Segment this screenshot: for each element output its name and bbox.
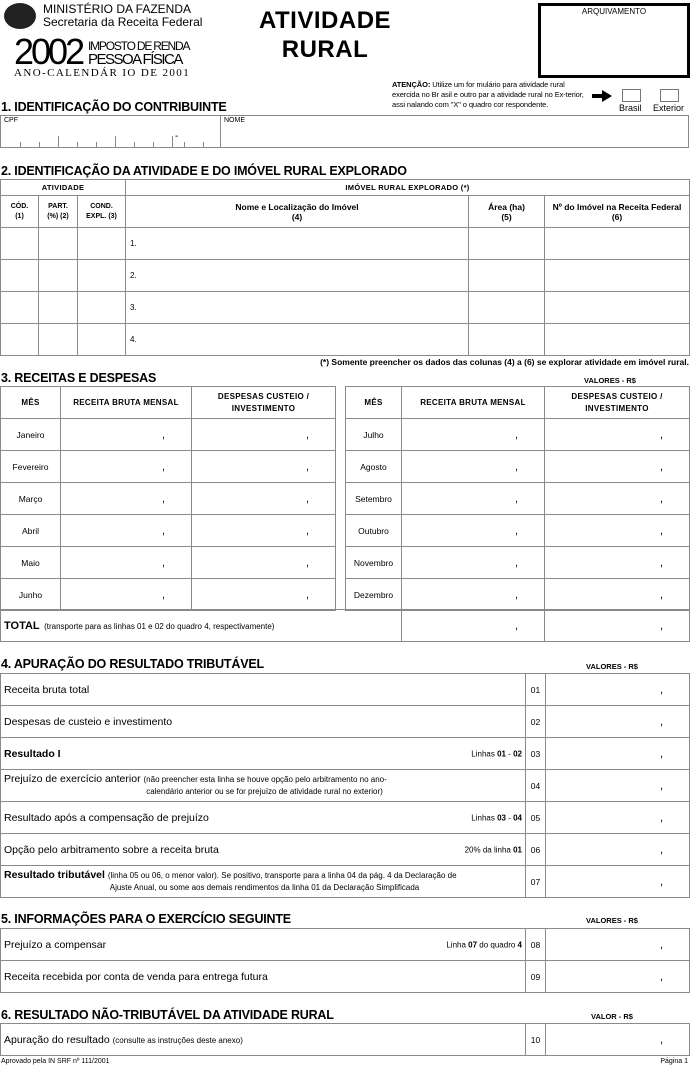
- line-note-continued: Ajuste Anual, ou some aos demais rendimentos da linha 01 da Declaração Simplificada: [109, 883, 420, 892]
- receita-input[interactable]: ,: [402, 483, 545, 515]
- receita-input[interactable]: ,: [61, 419, 192, 451]
- despesas-input[interactable]: ,: [545, 451, 690, 483]
- month-row: [346, 419, 690, 451]
- cod-input[interactable]: [1, 292, 39, 324]
- section3-title: 3. RECEITAS E DESPESAS: [1, 371, 157, 385]
- archive-label: ARQUIVAMENTO: [581, 7, 647, 16]
- line-label: Resultado após a compensação de prejuízo: [4, 811, 209, 824]
- line-label: Resultado I: [4, 747, 61, 760]
- cond-input[interactable]: [78, 260, 126, 292]
- receita-input[interactable]: ,: [402, 515, 545, 547]
- property-row: [1, 260, 690, 292]
- line-number: 01: [526, 674, 546, 706]
- month-label: Abril: [1, 515, 61, 547]
- line-row: [1, 738, 690, 770]
- month-label: Fevereiro: [1, 451, 61, 483]
- col-mes: MÊS: [1, 387, 61, 419]
- col-receita-bruta: RECEITA BRUTA MENSAL: [61, 387, 192, 419]
- line-number: 08: [526, 929, 546, 961]
- section1-title: 1. IDENTIFICAÇÃO DO CONTRIBUINTE: [1, 100, 227, 114]
- month-row: [346, 483, 690, 515]
- line-description: [1, 674, 526, 706]
- total-label-cell: [1, 610, 402, 642]
- despesas-input[interactable]: ,: [192, 515, 336, 547]
- line-number: 09: [526, 961, 546, 993]
- line-value-input[interactable]: ,: [546, 770, 690, 802]
- cond-input[interactable]: [78, 228, 126, 260]
- property-table: [0, 179, 690, 356]
- line-reference: 20% da linha 01: [464, 845, 522, 854]
- section4-valores-label: VALORES - R$: [586, 662, 638, 671]
- line-value-input[interactable]: ,: [546, 802, 690, 834]
- col-cod: CÓD. (1): [1, 196, 39, 228]
- group-atividade: ATIVIDADE: [1, 180, 126, 196]
- month-label: Junho: [1, 579, 61, 611]
- receita-input[interactable]: ,: [402, 419, 545, 451]
- numero-imovel-input[interactable]: [545, 324, 690, 356]
- brasil-checkbox[interactable]: [622, 89, 641, 102]
- line-row: [1, 1024, 690, 1056]
- month-label: Outubro: [346, 515, 402, 547]
- section6-valor-label: VALOR - R$: [591, 1012, 633, 1021]
- line-note: (linha 05 ou 06, o menor valor). Se positivo, transporte para a linha 04 da pág. 4 da Declaração de: [107, 871, 457, 880]
- area-input[interactable]: [469, 260, 545, 292]
- line-value-input[interactable]: ,: [546, 706, 690, 738]
- line-row: [1, 961, 690, 993]
- month-row: [346, 547, 690, 579]
- line-row: [1, 674, 690, 706]
- brazil-coat-of-arms-icon: [4, 3, 36, 29]
- cod-input[interactable]: [1, 228, 39, 260]
- form-title: [230, 6, 420, 64]
- line-number: 05: [526, 802, 546, 834]
- line-description: [1, 802, 526, 834]
- receita-input[interactable]: ,: [61, 483, 192, 515]
- col-receita-bruta: RECEITA BRUTA MENSAL: [402, 387, 545, 419]
- receita-input[interactable]: ,: [61, 579, 192, 611]
- despesas-input[interactable]: ,: [545, 515, 690, 547]
- total-receita-input[interactable]: ,: [402, 610, 545, 642]
- receita-input[interactable]: ,: [61, 515, 192, 547]
- non-taxable-result-table: [0, 1023, 690, 1056]
- cod-input[interactable]: [1, 324, 39, 356]
- month-row: [346, 451, 690, 483]
- month-label: Janeiro: [1, 419, 61, 451]
- line-label: Apuração do resultado: [4, 1033, 110, 1046]
- line-row: [1, 802, 690, 834]
- line-row: [1, 866, 690, 898]
- total-despesas-input[interactable]: ,: [545, 610, 690, 642]
- line-description: [1, 961, 526, 993]
- nome-label: NOME: [224, 117, 245, 124]
- despesas-input[interactable]: ,: [192, 483, 336, 515]
- area-input[interactable]: [469, 324, 545, 356]
- despesas-input[interactable]: ,: [192, 419, 336, 451]
- archive-box: [538, 3, 690, 78]
- line-description: [1, 706, 526, 738]
- line-note: (não preencher esta linha se houve opção pelo arbitramento no ano-: [143, 775, 387, 784]
- month-label: Março: [1, 483, 61, 515]
- receita-input[interactable]: ,: [402, 451, 545, 483]
- exterior-label: Exterior: [653, 103, 685, 113]
- tax-type-line2: PESSOA FÍSICA: [88, 51, 182, 68]
- part-input[interactable]: [39, 292, 78, 324]
- part-input[interactable]: [39, 260, 78, 292]
- line-value-input[interactable]: ,: [546, 738, 690, 770]
- line-label: Prejuízo de exercício anterior: [4, 773, 141, 785]
- month-label: Julho: [346, 419, 402, 451]
- part-input[interactable]: [39, 228, 78, 260]
- line-value-input[interactable]: ,: [546, 1024, 690, 1056]
- cpf-dash: -: [175, 131, 179, 142]
- month-label: Dezembro: [346, 579, 402, 611]
- month-label: Setembro: [346, 483, 402, 515]
- form-year: 2002: [14, 31, 83, 72]
- line-label: Receita bruta total: [4, 683, 90, 696]
- attention-note: [392, 80, 592, 110]
- line-description: [1, 834, 526, 866]
- col-despesas: DESPESAS CUSTEIO / INVESTIMENTO: [545, 387, 690, 419]
- total-note: (transporte para as linhas 01 e 02 do quadro 4, respectivamente): [44, 621, 275, 631]
- despesas-input[interactable]: ,: [545, 547, 690, 579]
- revenue-expense-table-first-half: [0, 386, 336, 611]
- exterior-checkbox[interactable]: [660, 89, 679, 102]
- nome-imovel-input[interactable]: 4.: [126, 324, 469, 356]
- calendar-year: ANO-CALENDÁR IO DE 2001: [14, 67, 191, 79]
- month-row: [1, 483, 336, 515]
- secretariat-name: Secretaria da Receita Federal: [43, 15, 203, 29]
- area-input[interactable]: [469, 228, 545, 260]
- section5-valores-label: VALORES - R$: [586, 916, 638, 925]
- line-label: Receita recebida por conta de venda para entrega futura: [4, 970, 268, 983]
- property-row: [1, 292, 690, 324]
- line-label: Prejuízo a compensar: [4, 938, 107, 951]
- line-value-input[interactable]: ,: [546, 674, 690, 706]
- nome-input[interactable]: [221, 116, 688, 148]
- line-note-continued: calendário anterior ou se for prejuízo de atividade rural no exterior): [146, 787, 383, 796]
- arrow-right-icon: [592, 90, 612, 102]
- next-year-info-table: [0, 928, 690, 993]
- taxable-result-table: [0, 673, 690, 898]
- section3-valores-label: VALORES - R$: [584, 376, 636, 385]
- line-value-input[interactable]: ,: [546, 929, 690, 961]
- line-value-input[interactable]: ,: [546, 866, 690, 898]
- total-label: TOTAL: [4, 619, 40, 632]
- col-area: Área (ha) (5): [469, 196, 545, 228]
- despesas-input[interactable]: ,: [545, 579, 690, 611]
- numero-imovel-input[interactable]: [545, 292, 690, 324]
- receita-input[interactable]: ,: [402, 579, 545, 611]
- nome-imovel-input[interactable]: 3.: [126, 292, 469, 324]
- revenue-expense-table-second-half: [345, 386, 690, 611]
- nome-imovel-input[interactable]: 1.: [126, 228, 469, 260]
- group-imovel: IMÓVEL RURAL EXPLORADO (*): [126, 180, 690, 196]
- attention-label: ATENÇÃO:: [392, 80, 431, 89]
- line-description: [1, 770, 526, 802]
- attention-text: Utilize um for mulário para atividade rural exercida no Br asil e outro par a atividade rural no Ex-terior, assi nalando com "X" o quadro cor respondente.: [392, 80, 584, 109]
- property-row: [1, 228, 690, 260]
- col-cond: COND. EXPL. (3): [78, 196, 126, 228]
- month-row: [1, 547, 336, 579]
- col-part: PART. (%) (2): [39, 196, 78, 228]
- month-row: [1, 419, 336, 451]
- month-row: [346, 579, 690, 611]
- col-nome-localizacao: Nome e Localização do Imóvel (4): [126, 196, 469, 228]
- line-reference: Linhas 03 - 04: [471, 813, 522, 822]
- brasil-label: Brasil: [619, 103, 642, 113]
- line-row: [1, 834, 690, 866]
- line-number: 02: [526, 706, 546, 738]
- section4-title: 4. APURAÇÃO DO RESULTADO TRIBUTÁVEL: [1, 657, 264, 671]
- numero-imovel-input[interactable]: [545, 260, 690, 292]
- taxpayer-identification: [0, 115, 689, 148]
- despesas-input[interactable]: ,: [192, 579, 336, 611]
- line-row: [1, 706, 690, 738]
- ministry-name: MINISTÉRIO DA FAZENDA: [43, 2, 192, 16]
- receita-input[interactable]: ,: [402, 547, 545, 579]
- form-title-line1: ATIVIDADE: [258, 7, 392, 34]
- area-input[interactable]: [469, 292, 545, 324]
- cond-input[interactable]: [78, 292, 126, 324]
- line-description: [1, 929, 526, 961]
- line-number: 06: [526, 834, 546, 866]
- col-despesas: DESPESAS CUSTEIO / INVESTIMENTO: [192, 387, 336, 419]
- numero-imovel-input[interactable]: [545, 228, 690, 260]
- despesas-input[interactable]: ,: [545, 483, 690, 515]
- nome-imovel-input[interactable]: 2.: [126, 260, 469, 292]
- line-number: 04: [526, 770, 546, 802]
- receita-input[interactable]: ,: [61, 547, 192, 579]
- section5-title: 5. INFORMAÇÕES PARA O EXERCÍCIO SEGUINTE: [1, 912, 291, 926]
- month-row: [1, 451, 336, 483]
- page-number: Página 1: [660, 1058, 688, 1065]
- line-number: 07: [526, 866, 546, 898]
- line-label: Resultado tributável: [4, 869, 105, 881]
- line-description: [1, 738, 526, 770]
- approval-note: Aprovado pela IN SRF nº 111/2001: [1, 1058, 110, 1065]
- line-value-input[interactable]: ,: [546, 834, 690, 866]
- line-number: 10: [526, 1024, 546, 1056]
- line-row: [1, 770, 690, 802]
- line-label: Opção pelo arbitramento sobre a receita bruta: [4, 843, 219, 856]
- month-label: Novembro: [346, 547, 402, 579]
- receita-input[interactable]: ,: [61, 451, 192, 483]
- month-row: [1, 579, 336, 611]
- month-row: [346, 515, 690, 547]
- despesas-input[interactable]: ,: [192, 451, 336, 483]
- tax-type-line1: IMPOSTO DE RENDA: [88, 39, 190, 53]
- part-input[interactable]: [39, 324, 78, 356]
- line-value-input[interactable]: ,: [546, 961, 690, 993]
- despesas-input[interactable]: ,: [192, 547, 336, 579]
- section6-title: 6. RESULTADO NÃO-TRIBUTÁVEL DA ATIVIDADE RURAL: [1, 1008, 334, 1022]
- month-row: [1, 515, 336, 547]
- col-mes: MÊS: [346, 387, 402, 419]
- month-label: Maio: [1, 547, 61, 579]
- line-number: 03: [526, 738, 546, 770]
- form-title-line2: RURAL: [281, 36, 369, 63]
- line-reference: Linha 07 do quadro 4: [446, 940, 522, 949]
- line-description: [1, 1024, 526, 1056]
- line-label: Despesas de custeio e investimento: [4, 715, 173, 728]
- cond-input[interactable]: [78, 324, 126, 356]
- line-reference: Linhas 01 - 02: [471, 749, 522, 758]
- section2-title: 2. IDENTIFICAÇÃO DA ATIVIDADE E DO IMÓVEL RURAL EXPLORADO: [1, 164, 407, 178]
- property-row: [1, 324, 690, 356]
- month-label: Agosto: [346, 451, 402, 483]
- line-description: [1, 866, 526, 898]
- line-note: (consulte as instruções deste anexo): [112, 1035, 243, 1045]
- line-row: [1, 929, 690, 961]
- col-numero-imovel: Nº do Imóvel na Receita Federal (6): [545, 196, 690, 228]
- cod-input[interactable]: [1, 260, 39, 292]
- despesas-input[interactable]: ,: [545, 419, 690, 451]
- cpf-input[interactable]: [1, 116, 220, 148]
- total-row: [0, 609, 690, 642]
- property-note: (*) Somente preencher os dados das colunas (4) a (6) se explorar atividade em imóvel rural.: [320, 357, 689, 367]
- cpf-label: CPF: [4, 117, 18, 124]
